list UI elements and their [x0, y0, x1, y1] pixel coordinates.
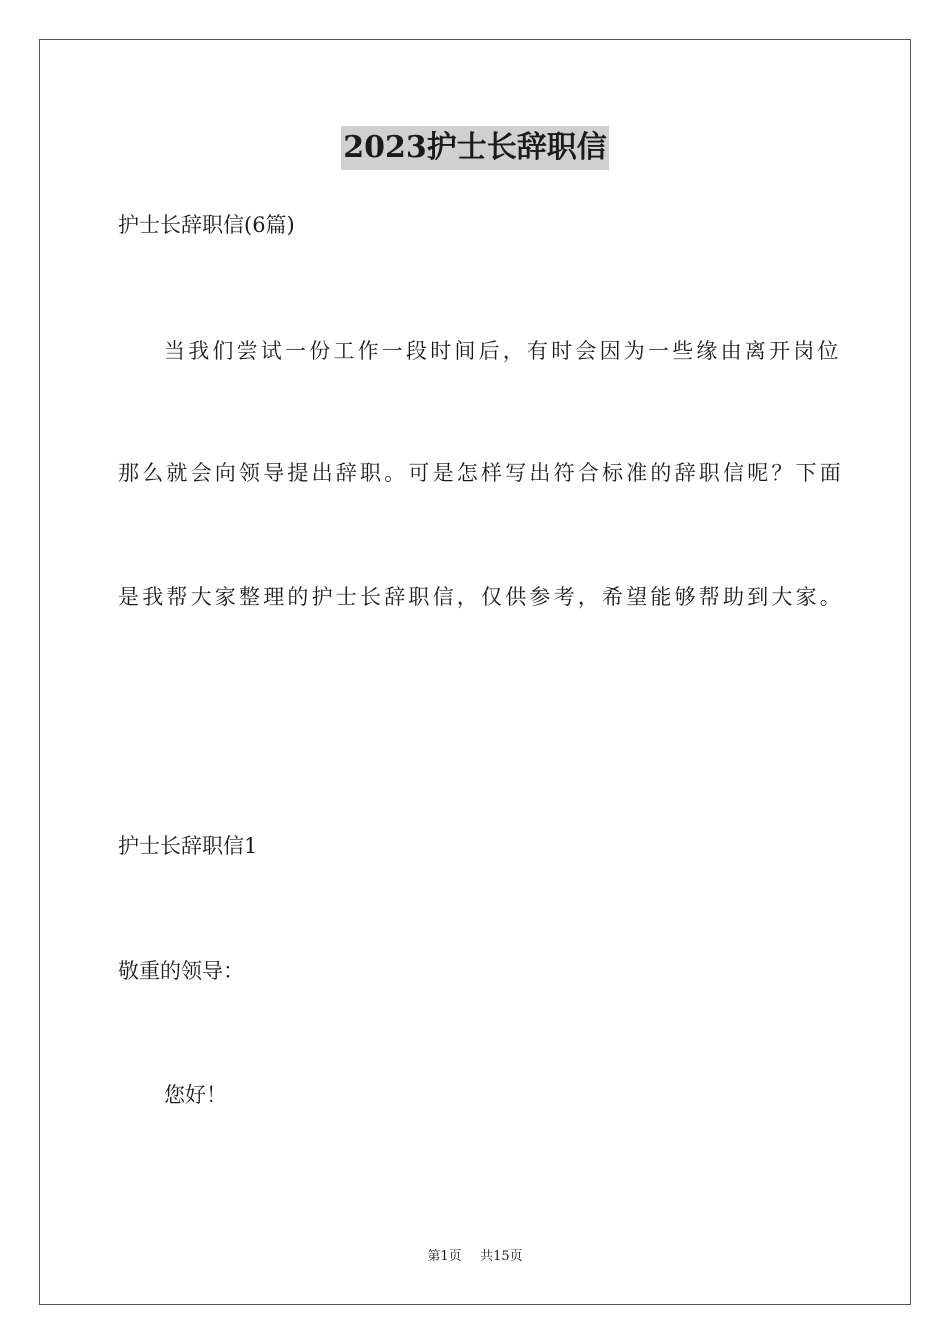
document-subtitle: 护士长辞职信(6篇) — [118, 213, 295, 237]
page-footer — [0, 1248, 950, 1266]
page-total: 共15页 — [480, 1249, 523, 1264]
intro-line-1: 当我们尝试一份工作一段时间后，有时会因为一些缘由离开岗位 — [164, 339, 842, 363]
salutation: 敬重的领导： — [118, 959, 244, 983]
document-title: 2023护士长辞职信 — [341, 126, 609, 170]
page-number: 第1页 — [427, 1249, 462, 1264]
greeting: 您好！ — [164, 1083, 227, 1107]
intro-line-2: 那么就会向领导提出辞职。可是怎样写出符合标准的辞职信呢？下面 — [118, 461, 844, 485]
title-container — [0, 126, 950, 170]
intro-line-3: 是我帮大家整理的护士长辞职信，仅供参考，希望能够帮助到大家。 — [118, 585, 844, 609]
section-heading: 护士长辞职信1 — [118, 834, 258, 858]
